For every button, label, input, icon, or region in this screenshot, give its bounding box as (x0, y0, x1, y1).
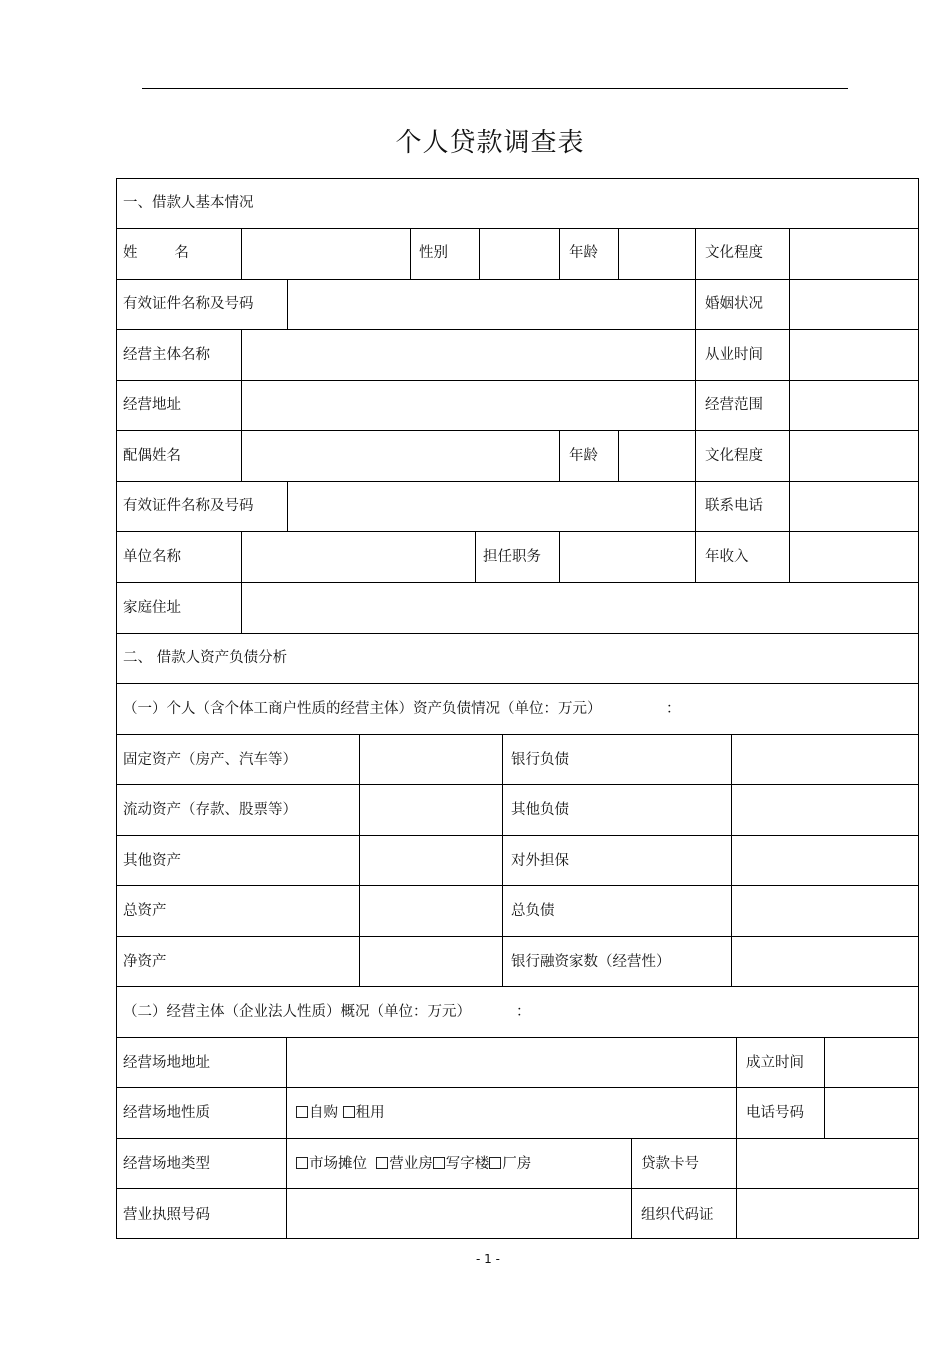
education-label: 文化程度 (705, 245, 763, 261)
premises-nature-label: 经营场地性质 (123, 1105, 210, 1121)
checkbox-icon[interactable] (343, 1106, 355, 1118)
employer-label: 单位名称 (123, 549, 181, 565)
total-assets-label: 总资产 (123, 903, 167, 919)
market-option[interactable]: 市场摊位 (296, 1156, 367, 1172)
spouse-id-label: 有效证件名称及号码 (123, 498, 254, 514)
premises-nature-options (296, 1104, 385, 1122)
other-liabilities-label: 其他负债 (511, 802, 569, 818)
business-scope-label: 经营范围 (705, 397, 763, 413)
owned-option[interactable]: 自购 (296, 1105, 338, 1121)
sub1-colon: ： (666, 701, 681, 717)
current-assets-label: 流动资产（存款、股票等） (123, 802, 297, 818)
factory-option[interactable]: 厂房 (489, 1156, 531, 1172)
sub1-heading: （一）个人（含个体工商户性质的经营主体）资产负债情况（单位：万元） (123, 701, 602, 717)
spouse-education-label: 文化程度 (705, 448, 763, 464)
checkbox-icon[interactable] (433, 1157, 445, 1169)
guarantees-label: 对外担保 (511, 853, 569, 869)
bank-liabilities-label: 银行负债 (511, 752, 569, 768)
age-label: 年龄 (569, 245, 598, 261)
telephone-label: 电话号码 (746, 1105, 804, 1121)
position-label: 担任职务 (483, 549, 541, 565)
spouse-age-label: 年龄 (569, 448, 598, 464)
section1-heading: 一、借款人基本情况 (123, 195, 254, 211)
loan-card-label: 贷款卡号 (641, 1156, 699, 1172)
rented-option[interactable]: 租用 (343, 1105, 385, 1121)
business-address-label: 经营地址 (123, 397, 181, 413)
checkbox-icon[interactable] (296, 1157, 308, 1169)
license-label: 营业执照号码 (123, 1207, 210, 1223)
gender-label: 性别 (419, 245, 448, 261)
shop-option[interactable]: 营业房 (376, 1156, 433, 1172)
bank-count-label: 银行融资家数（经营性） (511, 954, 671, 970)
checkbox-icon[interactable] (376, 1157, 388, 1169)
page-title: 个人贷款调查表 (395, 128, 585, 158)
home-address-label: 家庭住址 (123, 600, 181, 616)
phone-label: 联系电话 (705, 498, 763, 514)
established-label: 成立时间 (746, 1055, 804, 1071)
id-label: 有效证件名称及号码 (123, 296, 254, 312)
total-liabilities-label: 总负债 (511, 903, 555, 919)
net-assets-label: 净资产 (123, 954, 167, 970)
org-code-label: 组织代码证 (641, 1207, 714, 1223)
fixed-assets-label: 固定资产（房产、汽车等） (123, 752, 297, 768)
other-assets-label: 其他资产 (123, 853, 181, 869)
name-label: 姓 名 (123, 245, 189, 261)
spouse-name-label: 配偶姓名 (123, 448, 181, 464)
section2-heading: 二、 借款人资产负债分析 (123, 650, 288, 666)
income-label: 年收入 (705, 549, 749, 565)
office-option[interactable]: 写字楼 (433, 1156, 490, 1172)
premises-type-label: 经营场地类型 (123, 1156, 210, 1172)
entity-name-label: 经营主体名称 (123, 347, 210, 363)
marital-label: 婚姻状况 (705, 296, 763, 312)
premises-address-label: 经营场地地址 (123, 1055, 210, 1071)
page-number: - 1 - (476, 1252, 500, 1266)
sub2-colon: ： (516, 1004, 531, 1020)
checkbox-icon[interactable] (489, 1157, 501, 1169)
header-rule (142, 88, 848, 89)
checkbox-icon[interactable] (296, 1106, 308, 1118)
premises-type-options (296, 1155, 531, 1173)
sub2-heading: （二）经营主体（企业法人性质）概况（单位：万元） (123, 1004, 471, 1020)
years-in-business-label: 从业时间 (705, 347, 763, 363)
loan-survey-form (116, 178, 919, 1239)
